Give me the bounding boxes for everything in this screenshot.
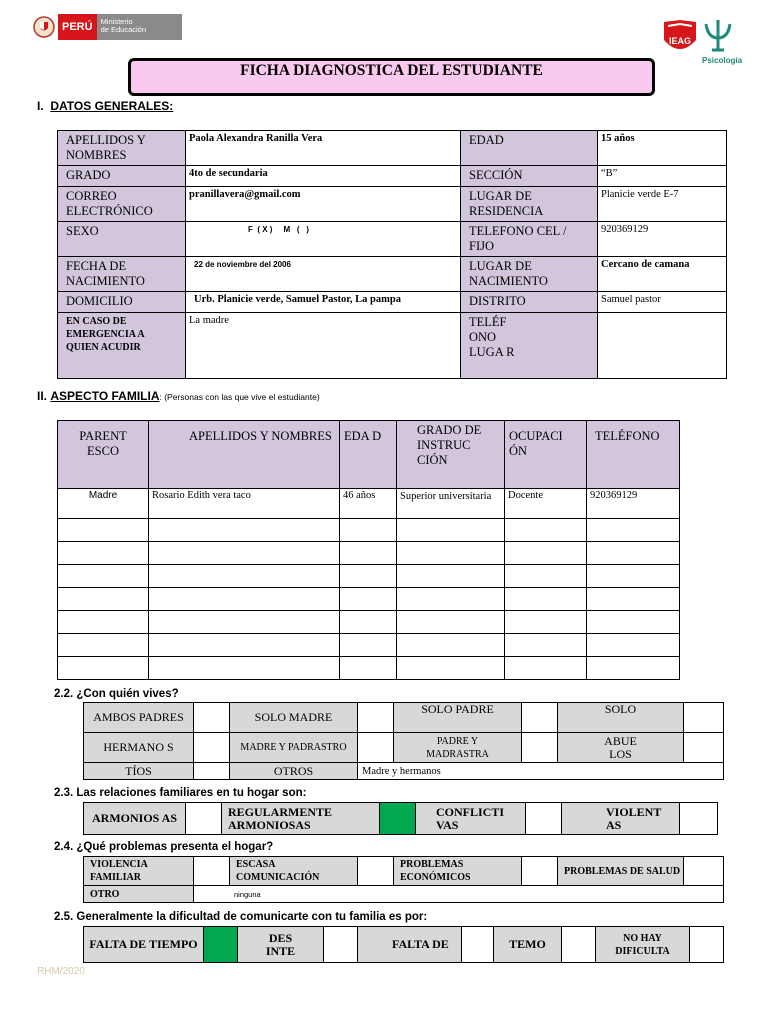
table-row (58, 489, 680, 519)
table-cell (149, 565, 340, 588)
question-2-4: 2.4. ¿Qué problemas presenta el hogar? (54, 841, 274, 853)
label-place-phone: TELÉF ONO LUGA R (461, 313, 598, 379)
label-address: DOMICILIO (58, 292, 186, 313)
table-cell (58, 634, 149, 657)
option-others: OTROS (230, 763, 358, 780)
option-grandparents: ABUE LOS (558, 733, 684, 763)
table-row (58, 292, 727, 313)
label-phone: TELEFONO CEL / FIJO (461, 222, 598, 257)
label-district: DISTRITO (461, 292, 598, 313)
value-address: Urb. Planicie verde, Samuel Pastor, La pampa (186, 292, 461, 313)
table-row (58, 588, 680, 611)
shield-icon (660, 18, 746, 58)
table-cell (340, 657, 397, 680)
table-cell (397, 588, 505, 611)
col-age: EDA D (340, 421, 397, 489)
table-cell (397, 519, 505, 542)
value-sex: F ( X ) M ( ) (186, 222, 461, 257)
option-economic-problems: PROBLEMAS ECONÓMICOS (394, 857, 522, 886)
table-row (84, 703, 724, 733)
checkbox-harmonious[interactable] (186, 803, 222, 835)
table-cell (58, 565, 149, 588)
page-title: FICHA DIAGNOSTICA DEL ESTUDIANTE (128, 58, 655, 96)
col-education: GRADO DE INSTRUC CIÓN (397, 421, 505, 489)
table-cell (340, 519, 397, 542)
table-row (58, 519, 680, 542)
table-cell (58, 588, 149, 611)
question-2-3: 2.3. Las relaciones familiares en tu hogar son: (54, 787, 307, 799)
table-cell (58, 542, 149, 565)
cell-education: Superior universitaria (397, 489, 505, 519)
table-row (58, 634, 680, 657)
table-cell (58, 611, 149, 634)
cell-full-name: Rosario Edith vera taco (149, 489, 340, 519)
psi-icon (706, 20, 730, 50)
option-health-problems: PROBLEMAS DE SALUD (558, 857, 684, 886)
table-cell (587, 519, 680, 542)
table-row (84, 803, 718, 835)
table-cell (505, 565, 587, 588)
value-grade: 4to de secundaria (186, 166, 461, 187)
table-cell (587, 588, 680, 611)
family-table (57, 420, 680, 680)
table-cell (505, 611, 587, 634)
table-cell (340, 542, 397, 565)
checkbox-siblings[interactable] (194, 733, 230, 763)
table-row (58, 657, 680, 680)
table-row (58, 131, 727, 166)
checkbox-family-violence[interactable] (194, 857, 230, 886)
value-residence: Planicie verde E-7 (598, 187, 727, 222)
checkbox-mother-stepfather[interactable] (358, 733, 394, 763)
option-siblings: HERMANO S (84, 733, 194, 763)
table-row (58, 313, 727, 379)
label-full-name: APELLIDOS Y NOMBRES (58, 131, 186, 166)
label-birth-date: FECHA DE NACIMIENTO (58, 257, 186, 292)
table-cell (149, 588, 340, 611)
option-father-stepmother: PADRE Y MADRASTRA (394, 733, 522, 763)
table-cell (505, 657, 587, 680)
label-emergency-contact: EN CASO DE EMERGENCIA A QUIEN ACUDIR (58, 313, 186, 379)
checkbox-lack-of-time[interactable] (204, 927, 238, 963)
table-row (84, 763, 724, 780)
cell-phone: 920369129 (587, 489, 680, 519)
table-cell (587, 542, 680, 565)
checkbox-conflictive[interactable] (526, 803, 562, 835)
table-row (84, 733, 724, 763)
option-mother-stepfather: MADRE Y PADRASTRO (230, 733, 358, 763)
label-section: SECCIÓN (461, 166, 598, 187)
value-other: ninguna (194, 886, 724, 903)
option-conflictive: CONFLICTI VAS (416, 803, 526, 835)
option-lack-of-time: FALTA DE TIEMPO (84, 927, 204, 963)
option-no-difficulty: NO HAY DIFICULTA (596, 927, 690, 963)
table-row (84, 886, 724, 903)
checkbox-health-problems[interactable] (684, 857, 724, 886)
col-occupation: OCUPACI ÓN (505, 421, 587, 489)
svg-text:IEAG: IEAG (668, 36, 692, 46)
option-disinterest: DES INTE (238, 927, 324, 963)
table-row (84, 927, 724, 963)
table-cell (340, 588, 397, 611)
table-row (58, 542, 680, 565)
question-2-5: 2.5. Generalmente la dificultad de comunicarte con tu familia es por: (54, 911, 428, 923)
col-relationship: PARENT ESCO (58, 421, 149, 489)
option-family-violence: VIOLENCIA FAMILIAR (84, 857, 194, 886)
table-row (58, 565, 680, 588)
table-cell (505, 519, 587, 542)
checkbox-violent[interactable] (680, 803, 718, 835)
checkbox-grandparents[interactable] (684, 733, 724, 763)
label-age: EDAD (461, 131, 598, 166)
table-row (58, 222, 727, 257)
label-sex: SEXO (58, 222, 186, 257)
table-row (58, 611, 680, 634)
table-cell (340, 565, 397, 588)
label-email: CORREO ELECTRÓNICO (58, 187, 186, 222)
cell-age: 46 años (340, 489, 397, 519)
value-birth-place: Cercano de camana (598, 257, 727, 292)
psychology-label: Psicología (702, 56, 743, 65)
table-row (58, 166, 727, 187)
question-2-2: 2.2. ¿Con quién vives? (54, 688, 179, 700)
section-2-heading: II. ASPECTO FAMILIA: (Personas con las que vive el estudiante) (37, 389, 320, 403)
option-uncles: TÍOS (84, 763, 194, 780)
option-lack-of: FALTA DE (358, 927, 462, 963)
table-cell (587, 657, 680, 680)
communication-difficulty-table (83, 926, 724, 963)
value-section: “B” (598, 166, 727, 187)
table-row (58, 187, 727, 222)
table-cell (149, 634, 340, 657)
table-cell (340, 634, 397, 657)
value-emergency-contact: La madre (186, 313, 461, 379)
value-place-phone (598, 313, 727, 379)
family-relations-table (83, 802, 718, 835)
table-cell (149, 542, 340, 565)
checkbox-alone[interactable] (684, 703, 724, 733)
table-row (84, 857, 724, 886)
option-only-father: SOLO PADRE (394, 703, 522, 733)
general-data-table (57, 130, 727, 379)
checkbox-fear[interactable] (562, 927, 596, 963)
checkbox-regularly-harmonious[interactable] (380, 803, 416, 835)
value-district: Samuel pastor (598, 292, 727, 313)
col-phone: TELÉFONO (587, 421, 680, 489)
cell-relationship: Madre (58, 489, 149, 519)
lives-with-table (83, 702, 724, 780)
col-full-name: APELLIDOS Y NOMBRES (149, 421, 340, 489)
value-others: Madre y hermanos (358, 763, 724, 780)
value-phone: 920369129 (598, 222, 727, 257)
table-cell (58, 519, 149, 542)
option-harmonious: ARMONIOS AS (84, 803, 186, 835)
option-regularly-harmonious: REGULARMENTE ARMONIOSAS (222, 803, 380, 835)
psychology-logo (660, 18, 746, 68)
checkbox-poor-communication[interactable] (358, 857, 394, 886)
checkbox-disinterest[interactable] (324, 927, 358, 963)
table-cell (505, 634, 587, 657)
label-residence: LUGAR DE RESIDENCIA (461, 187, 598, 222)
table-cell (149, 657, 340, 680)
table-cell (505, 588, 587, 611)
table-cell (587, 565, 680, 588)
cell-occupation: Docente (505, 489, 587, 519)
checkbox-no-difficulty[interactable] (690, 927, 724, 963)
table-cell (149, 519, 340, 542)
table-cell (397, 634, 505, 657)
table-cell (58, 657, 149, 680)
option-alone: SOLO (558, 703, 684, 733)
checkbox-only-mother[interactable] (358, 703, 394, 733)
value-full-name: Paola Alexandra Ranilla Vera (186, 131, 461, 166)
table-cell (340, 611, 397, 634)
table-header-row (58, 421, 680, 489)
checkbox-uncles[interactable] (194, 763, 230, 780)
table-cell (505, 542, 587, 565)
section-1-heading: I. DATOS GENERALES: (37, 99, 174, 113)
table-row (58, 257, 727, 292)
checkbox-father-stepmother[interactable] (522, 733, 558, 763)
coat-of-arms-icon (30, 14, 58, 40)
ministry-name: Ministerio de Educación (97, 14, 182, 40)
label-grade: GRADO (58, 166, 186, 187)
value-birth-date: 22 de noviembre del 2006 (186, 257, 461, 292)
option-poor-communication: ESCASA COMUNICACIÓN (230, 857, 358, 886)
value-email: pranillavera@gmail.com (186, 187, 461, 222)
option-violent: VIOLENT AS (562, 803, 680, 835)
checkbox-only-father[interactable] (522, 703, 558, 733)
table-cell (397, 565, 505, 588)
option-both-parents: AMBOS PADRES (84, 703, 194, 733)
table-cell (397, 611, 505, 634)
checkbox-economic-problems[interactable] (522, 857, 558, 886)
table-cell (397, 542, 505, 565)
table-cell (397, 657, 505, 680)
option-fear: TEMO (494, 927, 562, 963)
table-cell (587, 634, 680, 657)
option-only-mother: SOLO MADRE (230, 703, 358, 733)
peru-brand: PERÚ (58, 14, 97, 40)
table-cell (149, 611, 340, 634)
label-birth-place: LUGAR DE NACIMIENTO (461, 257, 598, 292)
table-cell (587, 611, 680, 634)
option-other: OTRO (84, 886, 194, 903)
checkbox-both-parents[interactable] (194, 703, 230, 733)
footer-code: RHM/2020 (37, 966, 85, 977)
checkbox-lack-of[interactable] (462, 927, 494, 963)
minedu-logo (30, 14, 182, 40)
home-problems-table (83, 856, 724, 903)
value-age: 15 años (598, 131, 727, 166)
